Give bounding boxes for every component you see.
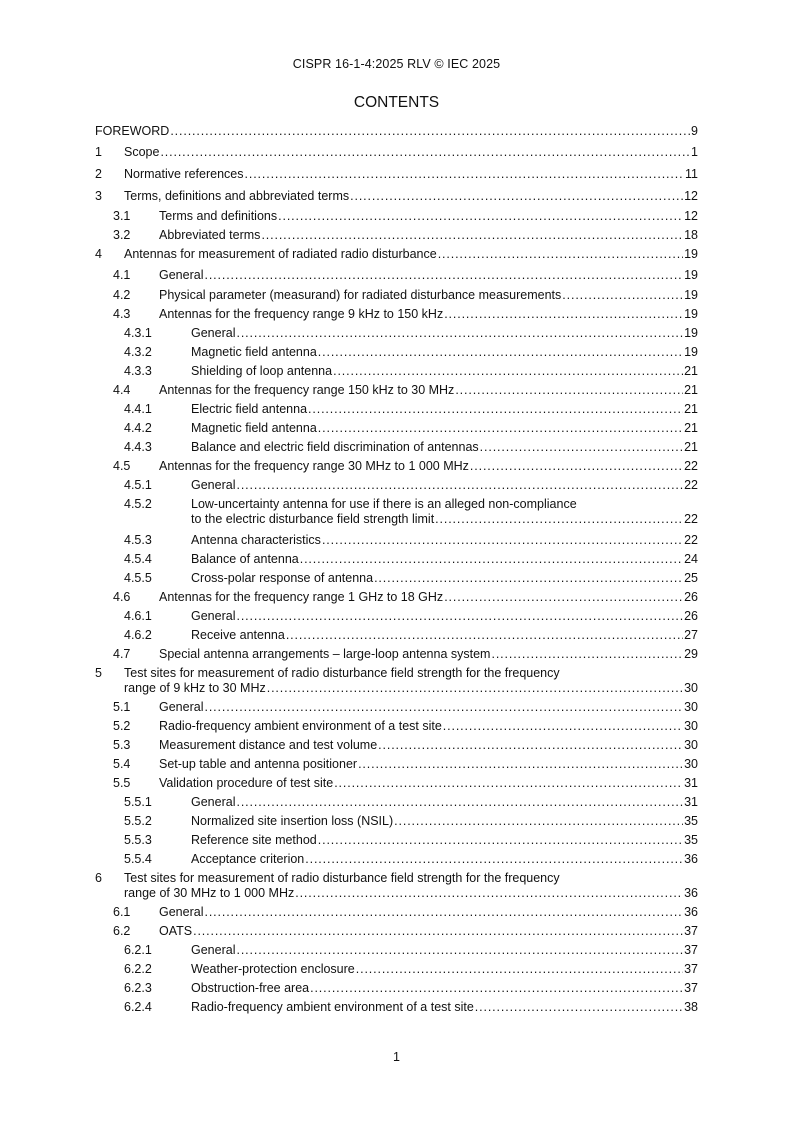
toc-entry-page: 35 [684,814,698,828]
toc-entry-page: 12 [684,209,698,223]
toc-entry-number: 5.5 [113,776,131,790]
toc-entry-page: 31 [684,795,698,809]
toc-entry-title: Test sites for measurement of radio disturbance field strength for the frequency [124,871,560,885]
toc-entry[interactable] [95,795,698,810]
toc-entry[interactable] [95,943,698,958]
toc-entry[interactable] [95,189,698,204]
toc-entry[interactable] [95,145,698,160]
dot-leader [204,700,683,715]
toc-entry[interactable] [95,402,698,417]
toc-entry-number: 4.4.1 [124,402,152,416]
toc-entry-title: Magnetic field antenna [191,421,317,435]
toc-entry[interactable] [95,700,698,715]
toc-entry[interactable] [95,1000,698,1015]
toc-entry-page: 30 [684,757,698,771]
toc-entry-title: Scope [124,145,160,159]
toc-entry[interactable] [95,871,698,901]
toc-entry-number: 4.4.2 [124,421,152,435]
toc-entry-page: 19 [684,288,698,302]
dot-leader [318,421,683,436]
toc-entry-title: General [191,609,236,623]
toc-entry[interactable] [95,247,698,262]
dot-leader [261,228,683,243]
dot-leader [470,459,683,474]
dot-leader [305,852,683,867]
toc-entry-number: 4.5 [113,459,131,473]
dot-leader [374,571,683,586]
toc-entry-title: Normative references [124,167,244,181]
toc-entry-title: Antenna characteristics [191,533,321,547]
toc-entry-title: General [159,905,204,919]
toc-entry-page: 36 [684,852,698,866]
toc-entry-page: 21 [684,383,698,397]
toc-entry-title: Measurement distance and test volume [159,738,378,752]
toc-entry[interactable] [95,228,698,243]
toc-entry[interactable] [95,326,698,341]
toc-entry-title-continued: range of 9 kHz to 30 MHz [124,681,266,695]
toc-entry-page: 21 [684,402,698,416]
toc-entry[interactable] [95,719,698,734]
toc-entry[interactable] [95,167,698,182]
toc-entry-title: Balance and electric field discrimination of antennas [191,440,479,454]
toc-entry[interactable] [95,571,698,586]
toc-entry-number: 5.3 [113,738,131,752]
toc-entry-page: 30 [684,681,698,695]
toc-entry-number: 5.5.4 [124,852,152,866]
toc-entry-page: 30 [684,700,698,714]
toc-entry-page: 18 [684,228,698,242]
toc-entry-title: Antennas for the frequency range 150 kHz to 30 MHz [159,383,455,397]
dot-leader [318,833,683,848]
toc-entry[interactable] [95,776,698,791]
toc-entry[interactable] [95,421,698,436]
toc-entry-page: 35 [684,833,698,847]
toc-entry-page: 37 [684,924,698,938]
dot-leader [160,145,690,160]
toc-entry-title: Abbreviated terms [159,228,261,242]
dot-leader [356,962,683,977]
dot-leader [295,886,683,901]
toc-entry-title: General [159,268,204,282]
toc-entry-page: 11 [685,167,698,181]
toc-entry-page: 26 [684,609,698,623]
dot-leader [236,609,683,624]
toc-entry[interactable] [95,459,698,474]
toc-entry-title: Radio-frequency ambient environment of a test site [191,1000,474,1014]
dot-leader [236,478,683,493]
toc-entry-number: 4.5.1 [124,478,152,492]
dot-leader [170,124,690,139]
toc-entry-number: 3 [95,189,102,203]
toc-entry-page: 21 [684,364,698,378]
toc-entry-title: General [159,700,204,714]
toc-entry-page: 9 [691,124,698,138]
toc-entry-number: 4.6.2 [124,628,152,642]
toc-entry-title: Radio-frequency ambient environment of a test site [159,719,442,733]
toc-entry-page: 36 [684,905,698,919]
toc-entry-number: 5 [95,666,102,680]
toc-entry-number: 4.3 [113,307,131,321]
toc-entry[interactable] [95,833,698,848]
toc-entry-number: 6.2.4 [124,1000,152,1014]
toc-entry-title-continued: range of 30 MHz to 1 000 MHz [124,886,295,900]
dot-leader [455,383,683,398]
dot-leader [378,738,683,753]
toc-entry[interactable] [95,345,698,360]
toc-entry-page: 25 [684,571,698,585]
page-number: 1 [393,1050,400,1064]
dot-leader [350,189,683,204]
toc-entry[interactable] [95,609,698,624]
toc-entry-number: 6.2.3 [124,981,152,995]
toc-entry[interactable] [95,440,698,455]
toc-entry-title: Reference site method [191,833,317,847]
toc-entry-number: 4 [95,247,102,261]
toc-entry-number: 4.1 [113,268,131,282]
dot-leader [236,326,683,341]
dot-leader [236,943,683,958]
toc-entry-title: Cross-polar response of antenna [191,571,374,585]
dot-leader [358,757,683,772]
dot-leader [443,719,683,734]
toc-entry[interactable] [95,628,698,643]
dot-leader [394,814,683,829]
toc-entry-page: 19 [684,268,698,282]
document-header: CISPR 16-1-4:2025 RLV © IEC 2025 [292,57,501,71]
toc-entry-page: 22 [684,533,698,547]
dot-leader [562,288,683,303]
toc-entry-number: 4.6 [113,590,131,604]
dot-leader [193,924,683,939]
toc-entry-number: 5.4 [113,757,131,771]
dot-leader [318,345,683,360]
toc-entry-title: Terms, definitions and abbreviated terms [124,189,350,203]
toc-entry-number: 5.1 [113,700,131,714]
dot-leader [204,905,683,920]
toc-entry-page: 22 [684,459,698,473]
toc-entry-title: Antennas for the frequency range 1 GHz to 18 GHz [159,590,444,604]
toc-entry-page: 37 [684,943,698,957]
toc-entry-number: 4.5.3 [124,533,152,547]
toc-entry-page: 27 [684,628,698,642]
toc-entry-page: 22 [684,478,698,492]
table-of-contents [95,124,698,1015]
toc-entry-page: 12 [684,189,698,203]
toc-entry[interactable] [95,383,698,398]
toc-entry-number: 4.5.5 [124,571,152,585]
toc-entry-number: 5.2 [113,719,131,733]
toc-entry-title: Low-uncertainty antenna for use if there is an alleged non-compliance [191,497,577,511]
toc-entry-title: FOREWORD [95,124,170,138]
toc-entry-title: Validation procedure of test site [159,776,334,790]
toc-entry[interactable] [95,666,698,696]
toc-entry-number: 3.1 [113,209,131,223]
toc-entry-title: General [191,326,236,340]
toc-entry-title: Antennas for the frequency range 9 kHz to 150 kHz [159,307,444,321]
toc-entry-page: 19 [684,326,698,340]
dot-leader [245,167,685,182]
toc-entry-number: 6.2 [113,924,131,938]
toc-entry[interactable] [95,364,698,379]
toc-entry[interactable] [95,590,698,605]
toc-entry-page: 19 [684,307,698,321]
toc-entry[interactable] [95,814,698,829]
dot-leader [480,440,683,455]
toc-entry-title: Shielding of loop antenna [191,364,333,378]
toc-entry-title: Obstruction-free area [191,981,310,995]
dot-leader [435,512,683,527]
dot-leader [310,981,683,996]
toc-entry[interactable] [95,288,698,303]
toc-entry-title: Magnetic field antenna [191,345,317,359]
dot-leader [322,533,683,548]
toc-entry-page: 38 [684,1000,698,1014]
toc-entry[interactable] [95,757,698,772]
toc-entry[interactable] [95,905,698,920]
toc-entry-page: 19 [684,247,698,261]
toc-entry[interactable] [95,533,698,548]
toc-entry[interactable] [95,981,698,996]
toc-entry[interactable] [95,497,698,527]
toc-entry-page: 37 [684,962,698,976]
dot-leader [444,590,683,605]
dot-leader [286,628,683,643]
toc-entry-page: 30 [684,719,698,733]
dot-leader [475,1000,683,1015]
toc-entry-page: 26 [684,590,698,604]
toc-entry-number: 5.5.1 [124,795,152,809]
toc-entry[interactable] [95,478,698,493]
toc-entry-title: Physical parameter (measurand) for radiated disturbance measurements [159,288,562,302]
toc-entry-number: 3.2 [113,228,131,242]
toc-entry-number: 4.3.1 [124,326,152,340]
dot-leader [334,776,683,791]
toc-entry[interactable] [95,209,698,224]
toc-entry-page: 30 [684,738,698,752]
toc-entry-page: 29 [684,647,698,661]
toc-entry-number: 4.3.2 [124,345,152,359]
dot-leader [267,681,683,696]
toc-entry-title: General [191,795,236,809]
toc-entry-page: 1 [691,145,698,159]
toc-entry-number: 4.4 [113,383,131,397]
toc-entry-number: 6.2.1 [124,943,152,957]
dot-leader [300,552,683,567]
toc-entry-page: 21 [684,440,698,454]
toc-entry-number: 1 [95,145,102,159]
toc-entry-number: 6 [95,871,102,885]
toc-entry-title: OATS [159,924,193,938]
toc-entry-page: 21 [684,421,698,435]
toc-entry-title: Acceptance criterion [191,852,305,866]
toc-entry-number: 4.6.1 [124,609,152,623]
toc-entry-title: Normalized site insertion loss (NSIL) [191,814,394,828]
page-title: CONTENTS [353,94,440,111]
toc-entry-title: Terms and definitions [159,209,278,223]
toc-entry-page: 19 [684,345,698,359]
dot-leader [204,268,683,283]
toc-entry-number: 4.4.3 [124,440,152,454]
toc-entry-title: General [191,478,236,492]
toc-entry-page: 37 [684,981,698,995]
toc-entry-title-continued: to the electric disturbance field strength limit [191,512,435,526]
toc-entry-number: 4.3.3 [124,364,152,378]
toc-entry-page: 22 [684,512,698,526]
toc-entry-page: 36 [684,886,698,900]
toc-entry-number: 6.1 [113,905,131,919]
toc-entry-title: Antennas for the frequency range 30 MHz to 1 000 MHz [159,459,469,473]
dot-leader [308,402,683,417]
toc-entry-page: 24 [684,552,698,566]
toc-entry-number: 6.2.2 [124,962,152,976]
toc-entry[interactable] [95,124,698,139]
dot-leader [444,307,683,322]
toc-entry-number: 5.5.3 [124,833,152,847]
toc-entry[interactable] [95,647,698,662]
toc-entry[interactable] [95,924,698,939]
toc-entry-number: 2 [95,167,102,181]
toc-entry-title: Test sites for measurement of radio disturbance field strength for the frequency [124,666,560,680]
dot-leader [278,209,683,224]
toc-entry-title: Special antenna arrangements – large-loop antenna system [159,647,491,661]
toc-entry[interactable] [95,268,698,283]
toc-entry-number: 4.5.2 [124,497,152,511]
toc-entry-number: 4.2 [113,288,131,302]
toc-entry[interactable] [95,307,698,322]
toc-entry-title: Balance of antenna [191,552,299,566]
toc-entry[interactable] [95,962,698,977]
toc-entry-title: Weather-protection enclosure [191,962,355,976]
toc-entry-title: Electric field antenna [191,402,308,416]
toc-entry-page: 31 [684,776,698,790]
toc-entry-title: General [191,943,236,957]
toc-entry-number: 4.7 [113,647,131,661]
toc-entry-number: 5.5.2 [124,814,152,828]
dot-leader [236,795,683,810]
toc-entry-number: 4.5.4 [124,552,152,566]
dot-leader [438,247,683,262]
toc-entry-title: Receive antenna [191,628,285,642]
toc-entry-title: Set-up table and antenna positioner [159,757,358,771]
toc-entry-title: Antennas for measurement of radiated radio disturbance [124,247,437,261]
toc-entry[interactable] [95,852,698,867]
dot-leader [333,364,683,379]
dot-leader [491,647,683,662]
toc-entry[interactable] [95,738,698,753]
toc-entry[interactable] [95,552,698,567]
